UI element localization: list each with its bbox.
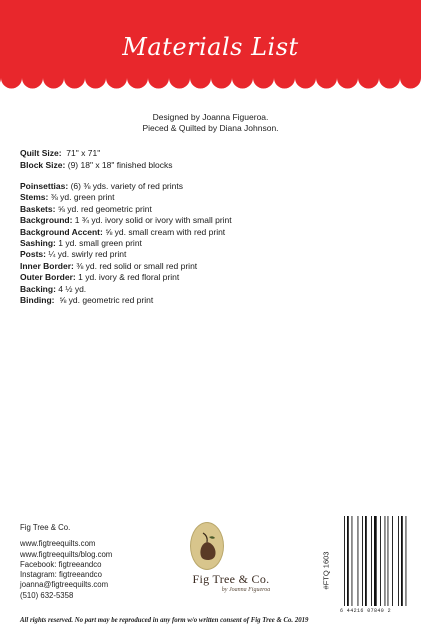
material-value: ⅝ yd. geometric red print: [59, 295, 154, 306]
material-label: Poinsettias:: [20, 181, 69, 191]
barcode-bar: [401, 516, 403, 606]
barcode-bar: [344, 516, 345, 606]
barcode-bar: [398, 516, 399, 606]
fig-tree-logo: [176, 518, 316, 600]
spec-row: [20, 160, 173, 172]
spec-row: [20, 148, 173, 160]
material-value: ⅝ yd. small cream with red print: [105, 226, 226, 237]
page-title: Materials List: [122, 33, 299, 61]
barcode-bar: [352, 516, 353, 606]
barcode-bar: [380, 516, 381, 606]
material-label: Binding:: [20, 295, 55, 306]
logo-wordmark: Fig Tree & Co.: [192, 572, 270, 586]
barcode-bar: [374, 516, 377, 606]
spec-value: (9) 18" x 18" finished blocks: [67, 159, 173, 170]
facebook-handle: Facebook: figtreeandco: [20, 559, 102, 569]
barcode-bar: [365, 516, 367, 606]
designer-credit: Designed by Joanna Figueroa.: [152, 112, 269, 122]
pattern-code: [320, 538, 332, 608]
material-row: [20, 192, 232, 203]
material-value: 4 ½ yd.: [58, 283, 87, 294]
barcode-bar: [358, 516, 359, 606]
barcode-bar: [392, 516, 393, 606]
material-row: [20, 204, 232, 215]
barcode-bar: [347, 516, 349, 606]
copyright-notice: All rights reserved. No part may be reproduced in any form w/o written consent of Fig Tree & Co. 2019: [20, 617, 309, 624]
barcode-bar: [388, 516, 389, 606]
material-label: Inner Border:: [20, 260, 74, 271]
barcode-number: 6 44216 07840 2: [340, 608, 392, 614]
materials-list: [20, 181, 232, 306]
pattern-code-text: #FTQ 1603: [321, 551, 331, 590]
spec-label: Quilt Size:: [20, 148, 62, 158]
material-row: [20, 284, 232, 295]
material-label: Baskets:: [20, 203, 56, 214]
material-label: Posts:: [20, 249, 46, 260]
material-row: [20, 272, 232, 283]
spec-value: 71" x 71": [66, 148, 101, 158]
material-label: Outer Border:: [20, 272, 76, 283]
barcode-bar: [362, 516, 363, 606]
material-value: 1 yd. small green print: [58, 238, 142, 249]
instagram-handle: Instagram: figtreeandco: [20, 570, 102, 580]
material-row: [20, 249, 232, 260]
material-value: ⅜ yd. green print: [50, 192, 115, 203]
material-label: Sashing:: [20, 238, 56, 249]
material-label: Stems:: [20, 192, 49, 203]
material-row: [20, 238, 232, 249]
barcode-bar: [385, 516, 386, 606]
material-value: ¼ yd. swirly red print: [48, 249, 127, 260]
email-link[interactable]: joanna@figtreequilts.com: [20, 580, 109, 590]
logo-tagline: by Joanna Figueroa: [221, 587, 271, 593]
quilt-specs: [20, 148, 173, 171]
logo-emblem: [190, 522, 224, 570]
material-row: [20, 181, 232, 192]
material-row: [20, 215, 232, 226]
material-value: 1 ¾ yd. ivory solid or ivory with small print: [74, 215, 232, 226]
material-value: ⅜ yd. red solid or small red print: [76, 260, 198, 271]
material-row: [20, 261, 232, 272]
material-value: ⅝ yd. red geometric print: [57, 203, 152, 214]
spec-label: Block Size:: [20, 159, 66, 170]
barcode-bar: [406, 516, 407, 606]
company-name: Fig Tree & Co.: [20, 523, 71, 532]
material-label: Background Accent:: [20, 226, 103, 237]
material-label: Backing:: [20, 283, 56, 294]
material-value: (6) ⅜ yds. variety of red prints: [70, 181, 183, 191]
material-row: [20, 295, 232, 306]
barcode-bar: [371, 516, 372, 606]
credits: [0, 112, 421, 134]
title-banner: [0, 0, 421, 92]
website-link[interactable]: www.figtreequilts.com: [20, 539, 96, 549]
material-value: 1 yd. ivory & red floral print: [78, 272, 180, 283]
quilter-credit: Pieced & Quilted by Diana Johnson.: [142, 123, 279, 133]
material-label: Background:: [20, 215, 73, 226]
contact-info: [20, 523, 112, 601]
fig-icon: [191, 523, 223, 569]
barcode: [340, 514, 412, 610]
phone-number: (510) 632-5358: [20, 590, 74, 600]
material-row: [20, 227, 232, 238]
blog-link[interactable]: www.figtreequilts/blog.com: [20, 549, 113, 559]
